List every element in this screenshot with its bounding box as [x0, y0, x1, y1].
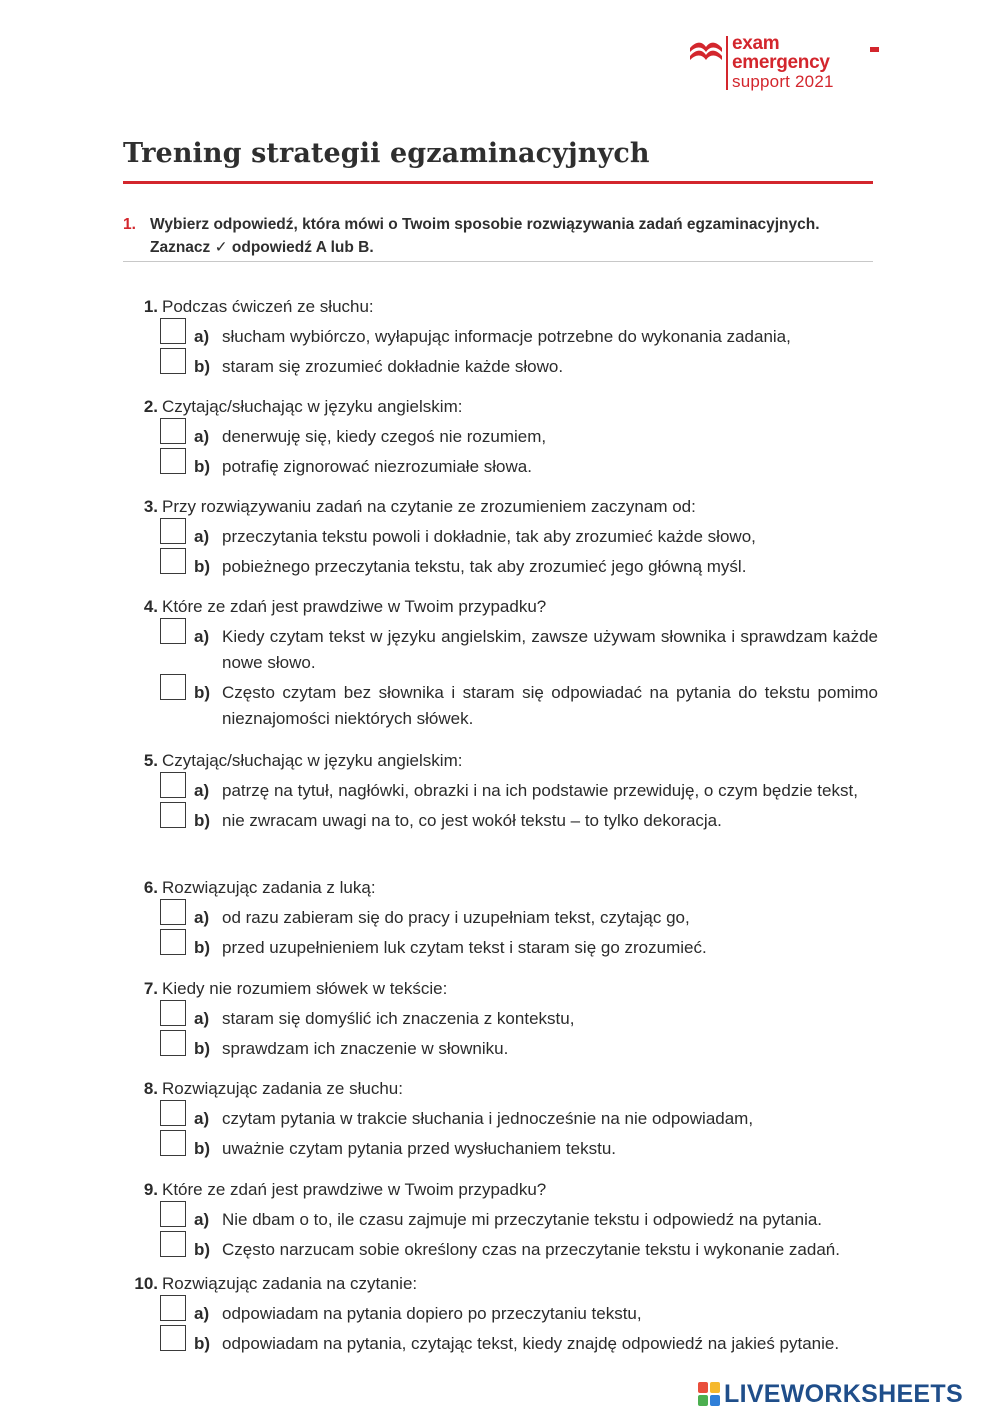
option-text: odpowiadam na pytania, czytając tekst, kiedy znajdę odpowiedź na jakieś pytanie.: [222, 1334, 840, 1353]
option-letter: b): [194, 1139, 211, 1158]
answer-checkbox-9b[interactable]: [160, 1231, 186, 1257]
option-b: [118, 680, 878, 732]
option-letter: b): [194, 457, 211, 476]
option-a: [118, 524, 878, 550]
answer-checkbox-2a[interactable]: [160, 418, 186, 444]
option-text: sprawdzam ich znaczenie w słowniku.: [222, 1039, 509, 1058]
answer-checkbox-1b[interactable]: [160, 348, 186, 374]
answer-checkbox-4b[interactable]: [160, 674, 186, 700]
option-letter: b): [194, 1334, 211, 1353]
logo-text: [732, 34, 834, 90]
question-text: Podczas ćwiczeń ze słuchu:: [162, 297, 374, 316]
option-a: [118, 1301, 878, 1327]
question-9: [118, 1179, 878, 1263]
question-number: 8.: [143, 1079, 158, 1098]
answer-checkbox-3b[interactable]: [160, 548, 186, 574]
book-wings-icon: [689, 38, 723, 64]
option-letter: b): [194, 357, 211, 376]
option-a: [118, 1006, 878, 1032]
title-divider: [123, 181, 873, 184]
option-b: [118, 935, 878, 961]
answer-checkbox-6b[interactable]: [160, 929, 186, 955]
answer-checkbox-10b[interactable]: [160, 1325, 186, 1351]
option-b: [118, 554, 878, 580]
option-a: [118, 778, 878, 804]
question-7: [118, 978, 878, 1062]
question-header: [118, 496, 878, 520]
instruction-line-1: [123, 213, 873, 236]
question-header: [118, 1179, 878, 1203]
instruction-divider: [123, 261, 873, 262]
answer-checkbox-6a[interactable]: [160, 899, 186, 925]
option-text: Często narzucam sobie określony czas na przeczytanie tekstu i wykonanie zadań.: [222, 1240, 840, 1259]
question-header: [118, 296, 878, 320]
question-header: [118, 396, 878, 420]
question-number: 2.: [143, 397, 158, 416]
option-letter: a): [194, 527, 210, 546]
answer-checkbox-10a[interactable]: [160, 1295, 186, 1321]
instruction-line-2: Zaznacz ✓ odpowiedź A lub B.: [150, 239, 374, 256]
option-text: Kiedy czytam tekst w języku angielskim, zawsze używam słownika i sprawdzam każde nowe słowo.: [222, 627, 878, 672]
answer-checkbox-5b[interactable]: [160, 802, 186, 828]
question-number: 9.: [143, 1180, 158, 1199]
option-a: [118, 905, 878, 931]
option-letter: a): [194, 627, 210, 646]
liveworksheets-logo-icon: [698, 1382, 720, 1406]
option-text: staram się domyślić ich znaczenia z kontekstu,: [222, 1009, 575, 1028]
option-b: [118, 1331, 878, 1357]
option-letter: b): [194, 938, 211, 957]
logo-line-emergency: emergency: [732, 52, 830, 73]
question-header: [118, 978, 878, 1002]
option-letter: a): [194, 908, 210, 927]
option-text: pobieżnego przeczytania tekstu, tak aby zrozumieć jego główną myśl.: [222, 557, 747, 576]
question-number: 1.: [143, 297, 158, 316]
option-letter: b): [194, 811, 211, 830]
question-text: Rozwiązując zadania ze słuchu:: [162, 1079, 403, 1098]
instruction-number: 1.: [123, 216, 136, 233]
option-a: [118, 1106, 878, 1132]
option-letter: b): [194, 557, 211, 576]
answer-checkbox-8a[interactable]: [160, 1100, 186, 1126]
logo-line-support: support 2021: [732, 72, 834, 91]
question-8: [118, 1078, 878, 1162]
question-text: Rozwiązując zadania na czytanie:: [162, 1274, 418, 1293]
option-b: [118, 1237, 878, 1263]
option-letter: a): [194, 1109, 210, 1128]
question-3: [118, 496, 878, 580]
option-text: staram się zrozumieć dokładnie każde słowo.: [222, 357, 564, 376]
option-b: [118, 1136, 878, 1162]
instruction: [123, 213, 873, 259]
question-text: Które ze zdań jest prawdziwe w Twoim przypadku?: [162, 1180, 547, 1199]
question-header: [118, 877, 878, 901]
question-number: 5.: [143, 751, 158, 770]
option-text: Często czytam bez słownika i staram się odpowiadać na pytania do tekstu pomimo nieznajomości niektórych słówek.: [222, 683, 878, 728]
option-letter: a): [194, 327, 210, 346]
question-number: 4.: [143, 597, 158, 616]
question-header: [118, 1078, 878, 1102]
option-text: odpowiadam na pytania dopiero po przeczytaniu tekstu,: [222, 1304, 642, 1323]
answer-checkbox-5a[interactable]: [160, 772, 186, 798]
option-a: [118, 324, 878, 350]
option-b: [118, 454, 878, 480]
logo-divider: [726, 36, 728, 90]
option-letter: a): [194, 1009, 210, 1028]
question-number: 7.: [143, 979, 158, 998]
question-text: Czytając/słuchając w języku angielskim:: [162, 751, 463, 770]
option-text: denerwuję się, kiedy czegoś nie rozumiem,: [222, 427, 547, 446]
option-a: [118, 1207, 878, 1233]
option-a: [118, 624, 878, 676]
page-title: Trening strategii egzaminacyjnych: [123, 138, 650, 169]
instruction-text: Wybierz odpowiedź, która mówi o Twoim sposobie rozwiązywania zadań egzaminacyjnych.: [150, 216, 820, 233]
answer-checkbox-9a[interactable]: [160, 1201, 186, 1227]
option-text: słucham wybiórczo, wyłapując informacje potrzebne do wykonania zadania,: [222, 327, 791, 346]
answer-checkbox-8b[interactable]: [160, 1130, 186, 1156]
option-text: uważnie czytam pytania przed wysłuchaniem tekstu.: [222, 1139, 617, 1158]
option-letter: a): [194, 427, 210, 446]
question-text: Rozwiązując zadania z luką:: [162, 878, 376, 897]
logo-accent-dash: [870, 47, 879, 52]
answer-checkbox-7a[interactable]: [160, 1000, 186, 1026]
logo-line-exam: exam: [732, 33, 780, 54]
option-text: od razu zabieram się do pracy i uzupełniam tekst, czytając go,: [222, 908, 690, 927]
answer-checkbox-2b[interactable]: [160, 448, 186, 474]
option-letter: a): [194, 781, 210, 800]
option-letter: a): [194, 1304, 210, 1323]
option-text: czytam pytania w trakcie słuchania i jednocześnie na nie odpowiadam,: [222, 1109, 754, 1128]
option-text: patrzę na tytuł, nagłówki, obrazki i na ich podstawie przewiduję, o czym będzie tekst,: [222, 781, 858, 800]
exam-emergency-logo: [689, 34, 884, 96]
option-letter: a): [194, 1210, 210, 1229]
option-letter: b): [194, 683, 211, 702]
option-letter: b): [194, 1039, 211, 1058]
question-1: [118, 296, 878, 380]
question-header: [118, 1273, 878, 1297]
option-letter: b): [194, 1240, 211, 1259]
option-b: [118, 808, 878, 834]
option-b: [118, 1036, 878, 1062]
question-5: [118, 750, 878, 834]
option-b: [118, 354, 878, 380]
answer-checkbox-7b[interactable]: [160, 1030, 186, 1056]
question-number: 10.: [134, 1274, 158, 1293]
watermark-text: LIVEWORKSHEETS: [724, 1380, 963, 1408]
option-text: przeczytania tekstu powoli i dokładnie, tak aby zrozumieć każde słowo,: [222, 527, 756, 546]
question-number: 3.: [143, 497, 158, 516]
question-4: [118, 596, 878, 732]
answer-checkbox-3a[interactable]: [160, 518, 186, 544]
question-2: [118, 396, 878, 480]
question-text: Kiedy nie rozumiem słówek w tekście:: [162, 979, 448, 998]
question-text: Czytając/słuchając w języku angielskim:: [162, 397, 463, 416]
question-text: Które ze zdań jest prawdziwe w Twoim przypadku?: [162, 597, 547, 616]
question-6: [118, 877, 878, 961]
option-a: [118, 424, 878, 450]
option-text: potrafię zignorować niezrozumiałe słowa.: [222, 457, 532, 476]
question-header: [118, 750, 878, 774]
question-number: 6.: [143, 878, 158, 897]
answer-checkbox-1a[interactable]: [160, 318, 186, 344]
answer-checkbox-4a[interactable]: [160, 618, 186, 644]
question-text: Przy rozwiązywaniu zadań na czytanie ze zrozumieniem zaczynam od:: [162, 497, 696, 516]
option-text: przed uzupełnieniem luk czytam tekst i staram się go zrozumieć.: [222, 938, 707, 957]
question-10: [118, 1273, 878, 1357]
question-header: [118, 596, 878, 620]
option-text: Nie dbam o to, ile czasu zajmuje mi przeczytanie tekstu i odpowiedź na pytania.: [222, 1210, 823, 1229]
option-text: nie zwracam uwagi na to, co jest wokół tekstu – to tylko dekoracja.: [222, 811, 722, 830]
